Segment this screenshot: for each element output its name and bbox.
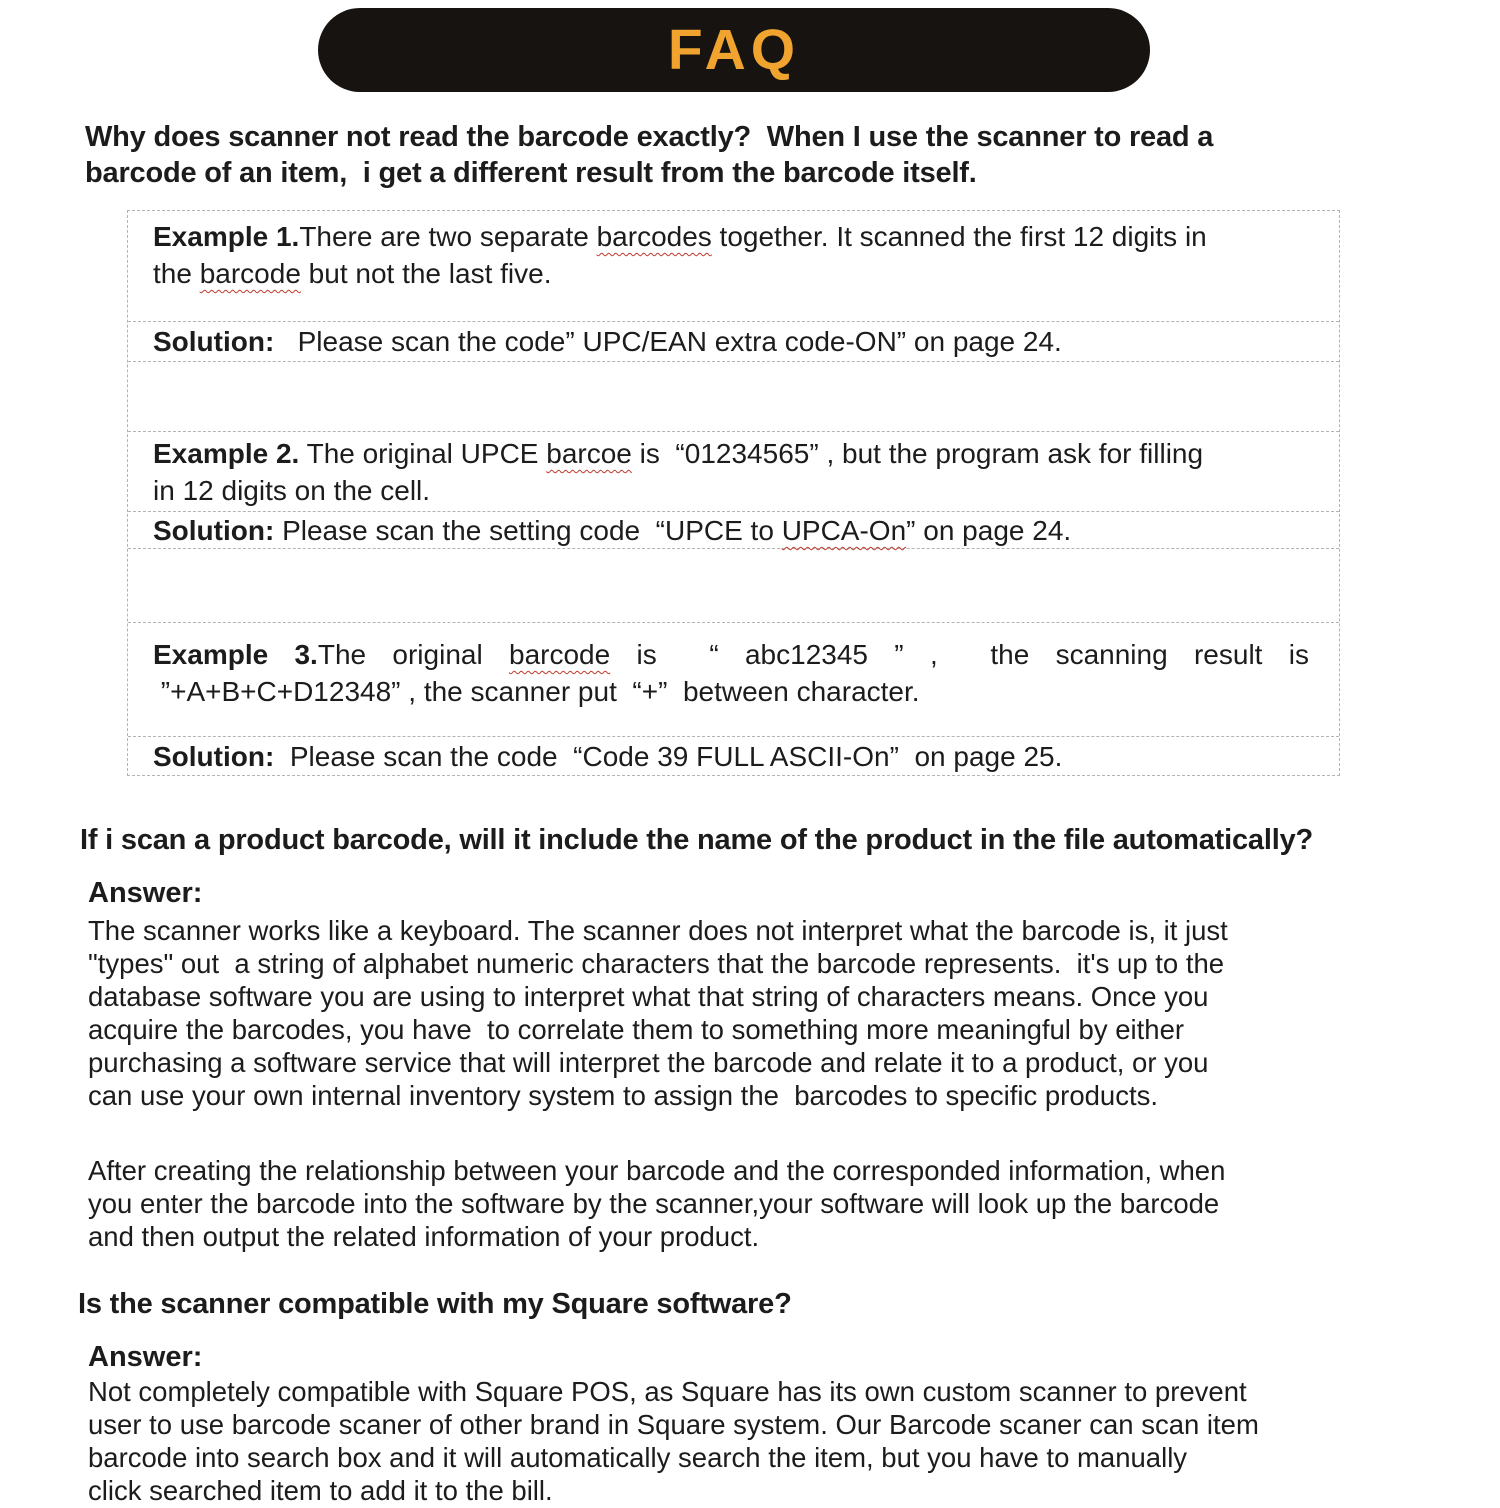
solution-2-label: Solution:: [153, 515, 275, 546]
paragraph-line: Not completely compatible with Square POS, as Square has its own custom scanner to prevent: [88, 1376, 1247, 1407]
solution-3-label: Solution:: [153, 741, 275, 772]
solution-1-text: Please scan the code” UPC/EAN extra code-ON” on page 24.: [274, 326, 1062, 357]
faq-banner: [318, 8, 1150, 92]
spacer-row: [128, 549, 1339, 623]
misspelled-word: barcode: [509, 639, 611, 670]
example-2-label: Example 2.: [153, 438, 300, 469]
misspelled-word: barcodes: [596, 221, 712, 252]
faq-banner-title: FAQ: [667, 18, 801, 82]
paragraph-line: click searched item to add it to the bill.: [88, 1475, 553, 1506]
solution-3-text: Please scan the code “Code 39 FULL ASCII-On” on page 25.: [274, 741, 1063, 772]
example-2-line-2: in 12 digits on the cell.: [153, 475, 431, 506]
answer-2-paragraph-1: [88, 914, 1500, 1112]
examples-box: [127, 210, 1340, 776]
answer-2-label: Answer:: [88, 877, 203, 909]
paragraph-line: The scanner works like a keyboard. The scanner does not interpret what the barcode is, it just: [88, 915, 1228, 946]
answer-3-paragraph: [88, 1375, 1500, 1507]
example-1-line-1: Example 1.There are two separate barcodes together. It scanned the first 12 digits in: [153, 221, 1207, 252]
example-3-row: [128, 623, 1339, 737]
example-2-line-1: Example 2. The original UPCE barcoe is “01234565” , but the program ask for filling: [153, 438, 1204, 469]
misspelled-word: UPCA-On: [781, 515, 907, 546]
spacer-row: [128, 362, 1339, 432]
question-1-line-2: barcode of an item, i get a different result from the barcode itself.: [85, 157, 977, 189]
example-1-row: [128, 211, 1339, 322]
answer-2-paragraph-2: [88, 1154, 1500, 1253]
paragraph-line: and then output the related information of your product.: [88, 1221, 760, 1252]
question-2-heading: If i scan a product barcode, will it include the name of the product in the file automatically?: [80, 824, 1314, 856]
example-3-line-2: ”+A+B+C+D12348” , the scanner put “+” between character.: [153, 676, 920, 707]
question-1-heading: [85, 119, 1500, 191]
paragraph-line: barcode into search box and it will automatically search the item, but you have to manually: [88, 1442, 1188, 1473]
question-1-line-1: Why does scanner not read the barcode exactly? When I use the scanner to read a: [85, 121, 1214, 153]
paragraph-line: After creating the relationship between your barcode and the corresponded information, when: [88, 1155, 1226, 1186]
paragraph-line: user to use barcode scaner of other brand in Square system. Our Barcode scaner can scan item: [88, 1409, 1259, 1440]
misspelled-word: barcoe: [546, 438, 632, 469]
example-3-line-1: Example 3.The original barcode is “ abc12345 ” , the scanning result is: [153, 639, 1309, 670]
example-2-row: [128, 432, 1339, 512]
paragraph-line: database software you are using to interpret what that string of characters means. Once you: [88, 981, 1209, 1012]
misspelled-word: barcode: [199, 258, 301, 289]
example-1-label: Example 1.: [153, 221, 300, 252]
paragraph-line: acquire the barcodes, you have to correlate them to something more meaningful by either: [88, 1014, 1185, 1045]
question-3-heading: Is the scanner compatible with my Square software?: [78, 1288, 792, 1320]
paragraph-line: you enter the barcode into the software by the scanner,your software will look up the barcode: [88, 1188, 1220, 1219]
answer-3-label: Answer:: [88, 1341, 203, 1373]
paragraph-line: purchasing a software service that will interpret the barcode and relate it to a product, or you: [88, 1047, 1209, 1078]
solution-2-row: Solution: Please scan the setting code “UPCE to UPCA-On” on page 24.: [128, 512, 1339, 549]
solution-3-row: [128, 737, 1339, 775]
example-3-label: Example 3.: [153, 639, 318, 670]
example-1-line-2: the barcode but not the last five.: [153, 258, 552, 289]
solution-1-label: Solution:: [153, 326, 275, 357]
solution-1-row: [128, 322, 1339, 362]
paragraph-line: "types" out a string of alphabet numeric characters that the barcode represents. it's up to the: [88, 948, 1225, 979]
paragraph-line: can use your own internal inventory system to assign the barcodes to specific products.: [88, 1080, 1158, 1111]
